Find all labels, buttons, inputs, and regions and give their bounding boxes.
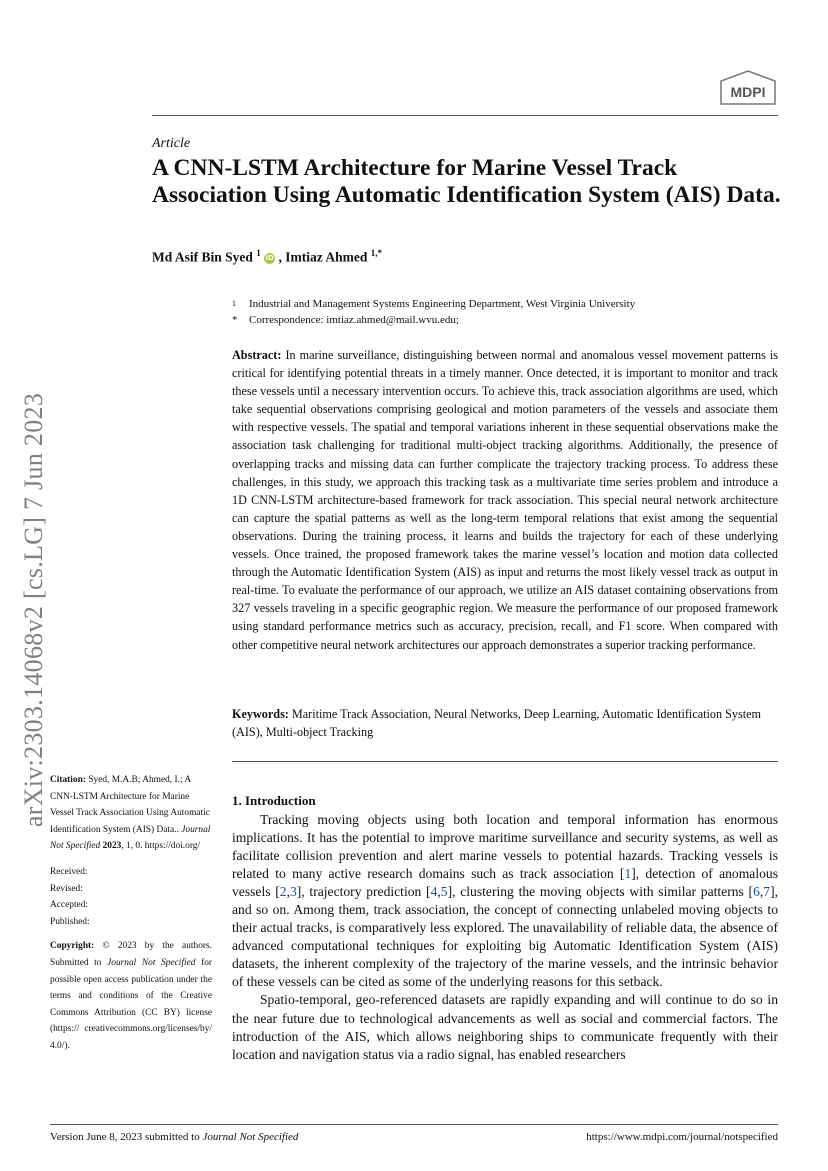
date-revised: Revised:: [50, 883, 83, 894]
mdpi-logo-text: MDPI: [730, 84, 766, 100]
citation-ref-link[interactable]: 2: [279, 884, 287, 900]
abstract-divider: [232, 761, 778, 762]
arxiv-stamp[interactable]: [14, 375, 54, 845]
affiliation-item: [232, 296, 635, 312]
keywords: [232, 705, 778, 741]
citation-ref-link[interactable]: 1: [624, 866, 632, 882]
author-name: , Imtiaz Ahmed: [278, 249, 368, 265]
introduction-body: [232, 811, 778, 1064]
affiliation-item: [232, 312, 635, 328]
affiliation-marker: 1: [232, 299, 236, 308]
affiliation-text: Industrial and Management Systems Engineering Department, West Virginia University: [249, 298, 636, 310]
citation-block: [50, 772, 212, 855]
body-text-run: Tracking moving objects using both location and temporal information has enormous implications. It has the potential to improve maritime surveillance and security systems, as well as facilitate collision prevention and alert marine vessels to potential hazards. Tracking vessels is related to many active research domains such as track association [: [232, 812, 778, 882]
citation-ref-link[interactable]: 6: [753, 884, 760, 900]
footer-version-text: Version June 8, 2023 submitted to: [50, 1131, 200, 1143]
citation-text: Syed, M.A.B; Ahmed, I.; A CNN-LSTM Architecture for Marine Vessel Track Association Using Automatic Identification System (AIS) Data..: [50, 775, 210, 835]
header-rule: [152, 115, 778, 116]
author-list: [152, 248, 382, 266]
footer-version: [50, 1131, 298, 1143]
body-text-run: ], clustering the moving objects with similar patterns [: [447, 884, 754, 900]
date-accepted: Accepted:: [50, 900, 88, 911]
author-affil-marker: 1: [256, 248, 261, 258]
citation-sidebar: [50, 772, 212, 1055]
body-text-run: ], detection of anomalous vessels [: [232, 866, 778, 900]
date-received: Received:: [50, 866, 88, 877]
copyright-block: [50, 938, 212, 1054]
citation-year: 2023: [102, 841, 122, 852]
citation-doi-link[interactable]: https://doi.org/: [144, 841, 201, 852]
copyright-label: Copyright:: [50, 941, 95, 952]
article-type: Article: [152, 136, 191, 151]
citation-ref-link[interactable]: 4: [430, 884, 438, 900]
citation-volume: , 1, 0.: [121, 841, 143, 852]
abstract-text: In marine surveillance, distinguishing between normal and anomalous vessel movement patterns is critical for identifying potential threats in a timely manner. Once detected, it is important to monitor and track these vessels until a necessary intervention occurs. To achieve this, track association algorithms are used, which take sequential observations comprising geological and motion parameters of the vessels and associate them with respective vessels. The spatial and temporal variations inherent in these sequential observations make the association task challenging for traditional multi-object tracking algorithms. Additionally, the presence of overlapping tracks and missing data can further complicate the trajectory tracking process. To address these challenges, in this study, we approach this tracking task as a multivariate time series problem and introduce a 1D CNN-LSTM architecture-based framework for track association. This special neural network architecture can capture the spatial patterns as well as the long-term temporal relations that exist among the sequential observations. During the training process, it learns and builds the trajectory for each of these underlying vessels. Once trained, the proposed framework takes the marine vessel’s location and motion data collected through the Automatic Identification System (AIS) as input and returns the most likely vessel track as output in real-time. To evaluate the performance of our approach, we utilize an AIS dataset containing observations from 327 vessels traveling in a specific geographic region. We measure the performance of our proposed framework using standard performance metrics such as accuracy, precision, recall, and F1 score. When compared with other competitive neural network architectures our approach demonstrates a superior tracking performance.: [232, 348, 779, 652]
section-heading: 1. Introduction: [232, 793, 316, 808]
correspondence-text[interactable]: Correspondence: imtiaz.ahmed@mail.wvu.edu;: [249, 314, 459, 326]
orcid-icon[interactable]: iD: [265, 253, 274, 262]
keywords-label: Keywords:: [232, 707, 289, 721]
author-affil-marker: 1,*: [370, 248, 383, 258]
paper-title: A CNN-LSTM Architecture for Marine Vessel Track Association Using Automatic Identification System (AIS) Data.: [152, 155, 781, 208]
arxiv-stamp-text: arXiv:2303.14068v2 [cs.LG] 7 Jun 2023: [19, 392, 48, 828]
footer-journal: Journal Not Specified: [202, 1131, 299, 1143]
abstract: [232, 346, 778, 654]
footer-rule: [50, 1124, 778, 1125]
mdpi-logo[interactable]: [719, 70, 777, 106]
copyright-text: © 2023 by the authors. Submitted to: [50, 941, 212, 968]
body-text-run: ,: [437, 884, 441, 900]
publication-dates: [50, 864, 212, 930]
author-name: Md Asif Bin Syed: [152, 249, 253, 265]
affiliation-marker: *: [232, 314, 238, 326]
body-text-run: ,: [759, 884, 764, 900]
body-text-run: ], trajectory prediction [: [296, 884, 431, 900]
affiliations: [232, 296, 635, 328]
citation-ref-link[interactable]: 3: [289, 884, 297, 900]
citation-ref-link[interactable]: 7: [763, 884, 771, 900]
body-paragraph: Spatio-temporal, geo-referenced datasets are rapidly expanding and will continue to do so in the near future due to technological advancements as well as social and commercial factors. The introduction of the AIS, which allows neighboring ships to communicate frequently with their location and navigation status via a radio signal, has enabled researchers: [232, 992, 778, 1062]
abstract-label: Abstract:: [232, 348, 282, 362]
keywords-text: Maritime Track Association, Neural Networks, Deep Learning, Automatic Identification System (AIS), Multi-object Tracking: [232, 707, 762, 740]
citation-ref-link[interactable]: 5: [440, 884, 448, 900]
copyright-journal: Journal Not Specified: [107, 957, 196, 968]
body-text-run: ], and so on. Among them, track association, the concept of connecting unlabeled moving objects to their actual tracks, is comparatively less explored. The unavailability of reliable data, the absence of advanced computational techniques for exploiting big Automatic Identification System (AIS) datasets, the inherent complexity of the trajectory of the marine vessels, and the intrinsic behavior of these vessels can be cited as some of the underlying reasons for this setback.: [232, 884, 778, 990]
citation-label: Citation:: [50, 775, 86, 785]
body-text-run: ,: [286, 884, 290, 900]
date-published: Published:: [50, 916, 90, 927]
footer-journal-url[interactable]: https://www.mdpi.com/journal/notspecified: [586, 1131, 778, 1143]
body-paragraph: [232, 811, 778, 991]
citation-journal: Journal Not Specified: [50, 824, 211, 852]
license-text[interactable]: for possible open access publication under the terms and conditions of the Creative Commons Attribution (CC BY) license (https:// creativecommons.org/licenses/by/ 4.0/).: [50, 957, 213, 1051]
